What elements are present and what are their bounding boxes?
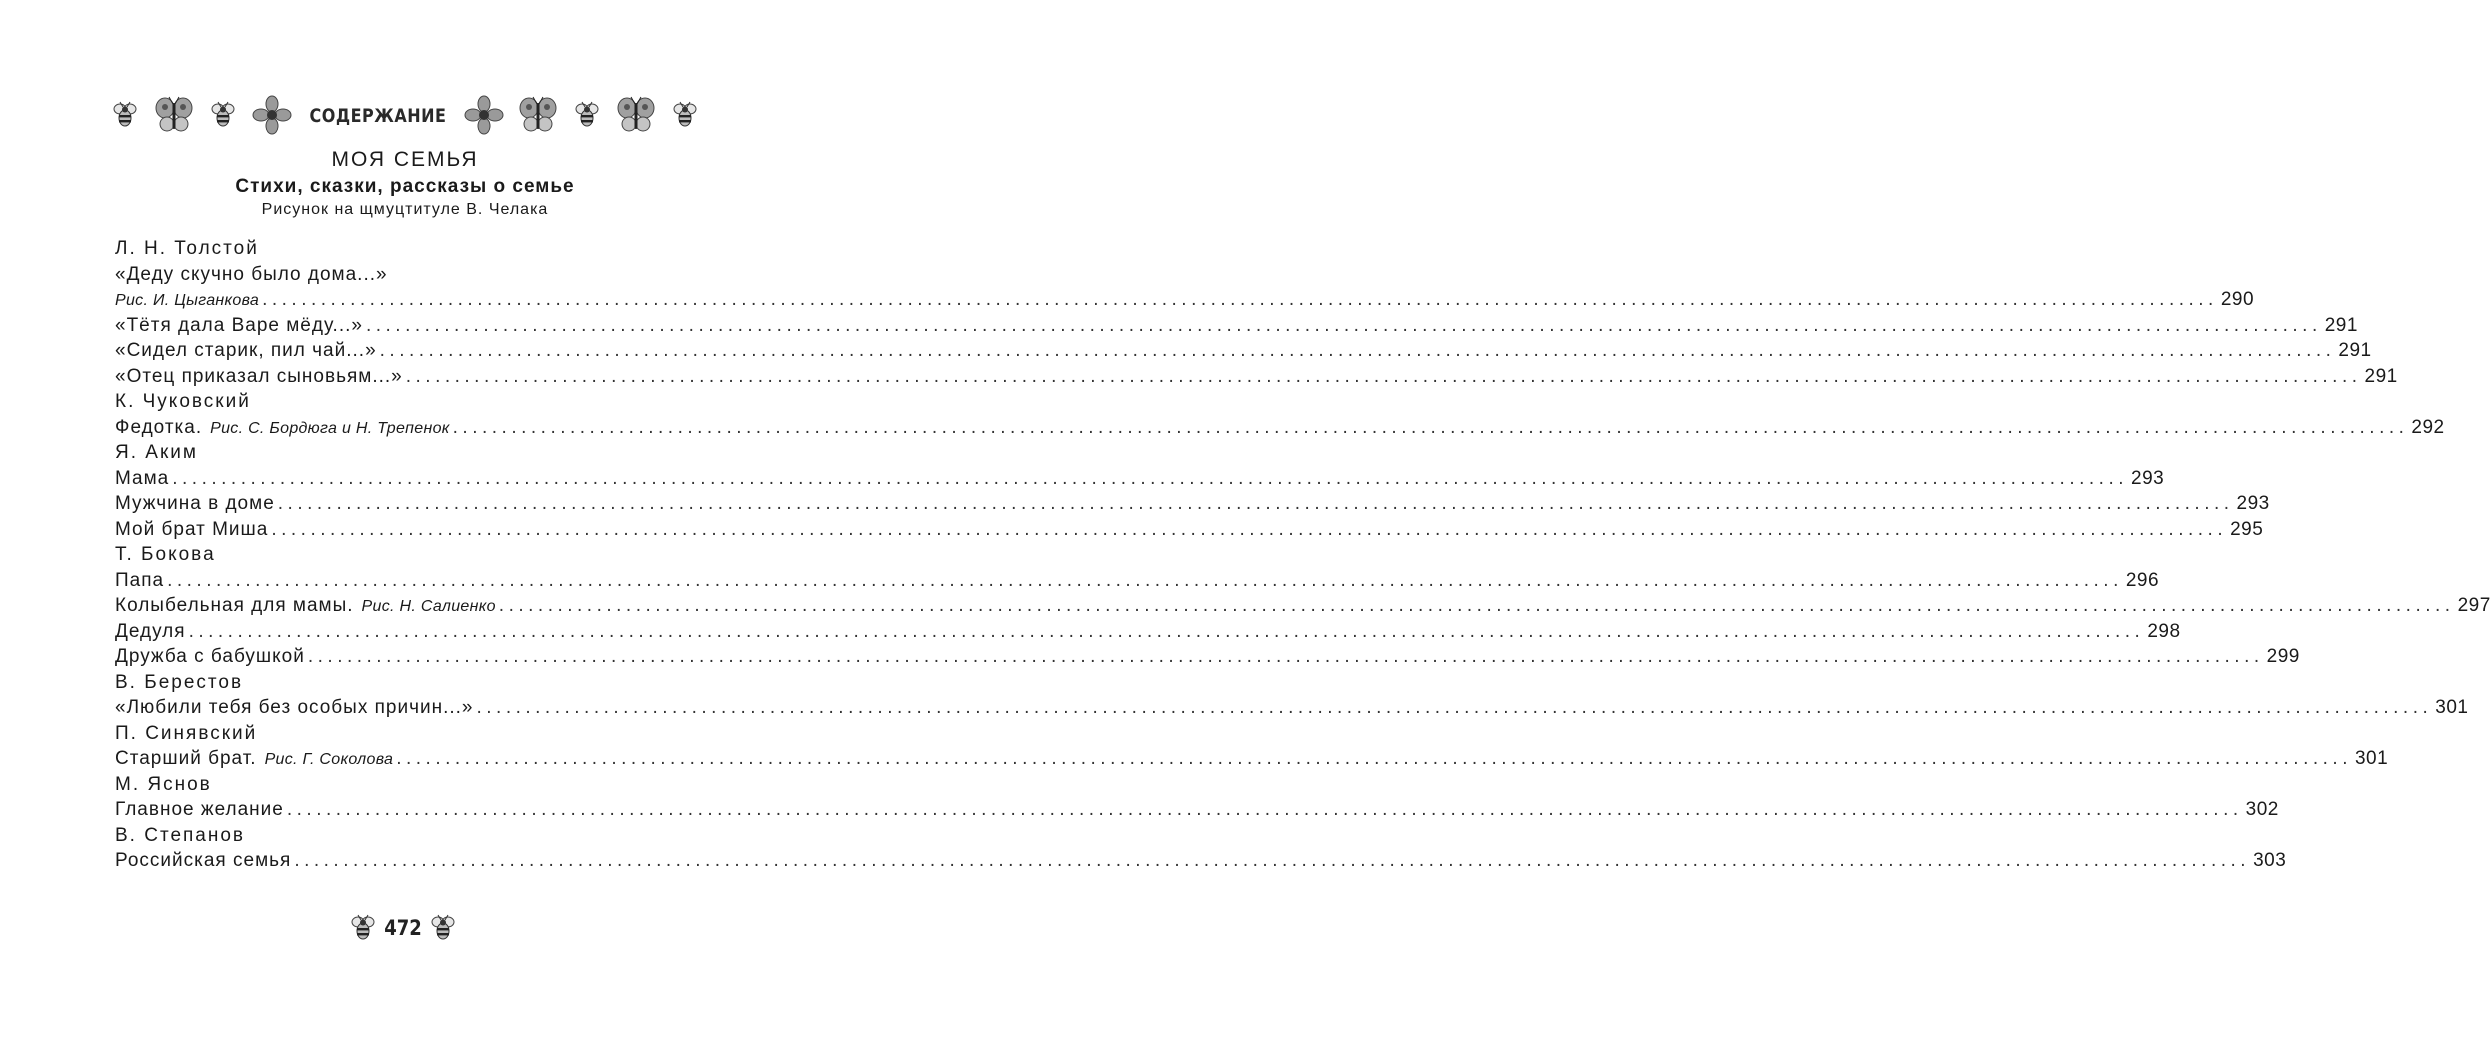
toc-entry <box>115 491 2270 517</box>
toc-entry-illustrator: Рис. Г. Соколова <box>264 751 394 768</box>
toc-entry <box>115 644 2300 670</box>
toc-entry-illustrator: Рис. И. Цыганкова <box>115 292 260 309</box>
toc-page-number: 301 <box>2354 748 2389 769</box>
toc-author-name: В. Берестов <box>115 671 244 693</box>
toc-dot-leader: ........................................................................................................................................................................................................ <box>365 314 2322 336</box>
footer-ornament-right <box>428 913 458 943</box>
toc-page-number: 293 <box>2131 467 2165 489</box>
toc-entry-title: Российская семья <box>115 850 292 871</box>
toc-entry-title: Главное желание <box>115 799 284 820</box>
toc-entry <box>115 287 2255 313</box>
toc-author <box>115 670 705 696</box>
toc-entry <box>115 593 2491 619</box>
toc-page-number: 298 <box>2147 620 2181 642</box>
toc-page-number: 303 <box>2253 850 2287 871</box>
toc-author <box>115 542 705 568</box>
toc-entry-title: «Любили тебя без особых причин...» <box>115 697 474 718</box>
toc-page-number: 301 <box>2435 697 2469 718</box>
toc-author <box>115 236 705 262</box>
page-number: 472 <box>384 915 422 941</box>
toc-dot-leader: ........................................................................................................................................................................................................ <box>167 569 2123 591</box>
toc-dot-leader: ........................................................................................................................................................................................................ <box>294 850 2251 871</box>
flower-icon <box>464 95 504 135</box>
toc-entry <box>115 695 2469 721</box>
toc-page-number: 296 <box>2125 569 2160 591</box>
table-of-contents <box>115 236 2491 874</box>
butterfly-icon <box>518 95 558 135</box>
toc-page-number: 292 <box>2411 416 2445 438</box>
toc-entry <box>115 466 2165 492</box>
page-footer <box>343 908 463 948</box>
butterfly-icon <box>616 95 656 135</box>
bee-icon <box>348 913 378 943</box>
toc-entry <box>115 338 2372 364</box>
toc-page-number: 295 <box>2230 518 2264 540</box>
toc-entry-title: Мужчина в доме <box>115 493 275 514</box>
toc-entry <box>115 313 2358 339</box>
flower-icon <box>252 95 292 135</box>
toc-entry-title: Папа <box>115 569 165 591</box>
header-ornaments-right <box>464 95 700 135</box>
footer-ornament-left <box>348 913 378 943</box>
toc-dot-leader: ........................................................................................................................................................................................................ <box>396 748 2352 769</box>
toc-dot-leader: ........................................................................................................................................................................................................ <box>452 416 2409 438</box>
toc-dot-leader: ........................................................................................................................................................................................................ <box>172 467 2129 489</box>
toc-entry <box>115 797 2279 823</box>
toc-entry-title: «Сидел старик, пил чай...» <box>115 340 377 361</box>
toc-entry-illustrator: Рис. Н. Салиенко <box>361 598 496 615</box>
toc-page-number: 299 <box>2266 646 2300 667</box>
toc-dot-leader: ........................................................................................................................................................................................................ <box>188 620 2145 642</box>
toc-entry <box>115 848 2287 874</box>
toc-entry-title: Мама <box>115 467 170 489</box>
section-illustration-credit: Рисунок на щмуцтитуле В. Челака <box>261 201 549 218</box>
section-title: МОЯ СЕМЬЯ <box>331 148 479 171</box>
toc-entry-title: Старший брат. <box>115 748 257 769</box>
toc-page-number: 290 <box>2220 289 2255 310</box>
toc-entry-illustrator: Рис. С. Бордюга и Н. Трепенок <box>210 419 450 437</box>
bee-icon <box>110 100 140 130</box>
toc-dot-leader: ........................................................................................................................................................................................................ <box>379 340 2336 361</box>
toc-page-number: 291 <box>2364 365 2398 387</box>
toc-author <box>115 389 705 415</box>
toc-entry <box>115 364 2398 390</box>
toc-author <box>115 823 705 849</box>
toc-entry <box>115 415 2445 441</box>
toc-dot-leader: ........................................................................................................................................................................................................ <box>307 646 2264 667</box>
toc-dot-leader: ........................................................................................................................................................................................................ <box>286 799 2243 820</box>
bee-icon <box>670 100 700 130</box>
toc-author-name: Я. Аким <box>115 442 198 463</box>
toc-page-number: 291 <box>2324 314 2358 336</box>
toc-dot-leader: ........................................................................................................................................................................................................ <box>277 493 2234 514</box>
header-ornaments-left <box>110 95 292 135</box>
toc-page-number: 291 <box>2338 340 2372 361</box>
toc-entry <box>115 517 2264 543</box>
toc-author-name: К. Чуковский <box>115 391 251 412</box>
bee-icon <box>572 100 602 130</box>
toc-author-name: М. Яснов <box>115 773 212 795</box>
running-header-title: СОДЕРЖАНИЕ <box>309 104 447 126</box>
toc-entry-title: Федотка. <box>115 416 203 438</box>
toc-entry-title: «Отец приказал сыновьям...» <box>115 365 403 387</box>
toc-author <box>115 440 705 466</box>
butterfly-icon <box>154 95 194 135</box>
toc-title-line <box>115 262 705 288</box>
toc-page-number: 302 <box>2245 799 2279 820</box>
toc-author-name: В. Степанов <box>115 824 246 846</box>
bee-icon <box>428 913 458 943</box>
toc-author <box>115 721 705 747</box>
toc-entry <box>115 619 2181 645</box>
toc-entry-title: «Тётя дала Варе мёду...» <box>115 314 363 336</box>
toc-entry <box>115 746 2389 772</box>
toc-dot-leader: ........................................................................................................................................................................................................ <box>271 518 2228 540</box>
toc-page-number: 293 <box>2236 493 2270 514</box>
toc-entry-title: Колыбельная для мамы. <box>115 595 354 616</box>
toc-author <box>115 772 705 798</box>
toc-entry-title: Дружба с бабушкой <box>115 646 305 667</box>
toc-dot-leader: ........................................................................................................................................................................................................ <box>262 289 2218 310</box>
toc-dot-leader: ........................................................................................................................................................................................................ <box>405 365 2362 387</box>
toc-author-name: Т. Бокова <box>115 544 216 565</box>
toc-entry <box>115 568 2160 594</box>
toc-dot-leader: ........................................................................................................................................................................................................ <box>498 595 2455 616</box>
toc-dot-leader: ........................................................................................................................................................................................................ <box>476 697 2433 718</box>
toc-entry-title: «Деду скучно было дома...» <box>115 263 388 285</box>
running-header <box>110 92 700 138</box>
section-subtitle: Стихи, сказки, рассказы о семье <box>235 176 575 197</box>
toc-page-number: 297 <box>2457 595 2491 616</box>
bee-icon <box>208 100 238 130</box>
toc-entry-title: Дедуля <box>115 620 186 642</box>
toc-entry-title: Мой брат Миша <box>115 518 269 540</box>
toc-author-name: П. Синявский <box>115 722 258 744</box>
toc-author-name: Л. Н. Толстой <box>115 238 259 259</box>
